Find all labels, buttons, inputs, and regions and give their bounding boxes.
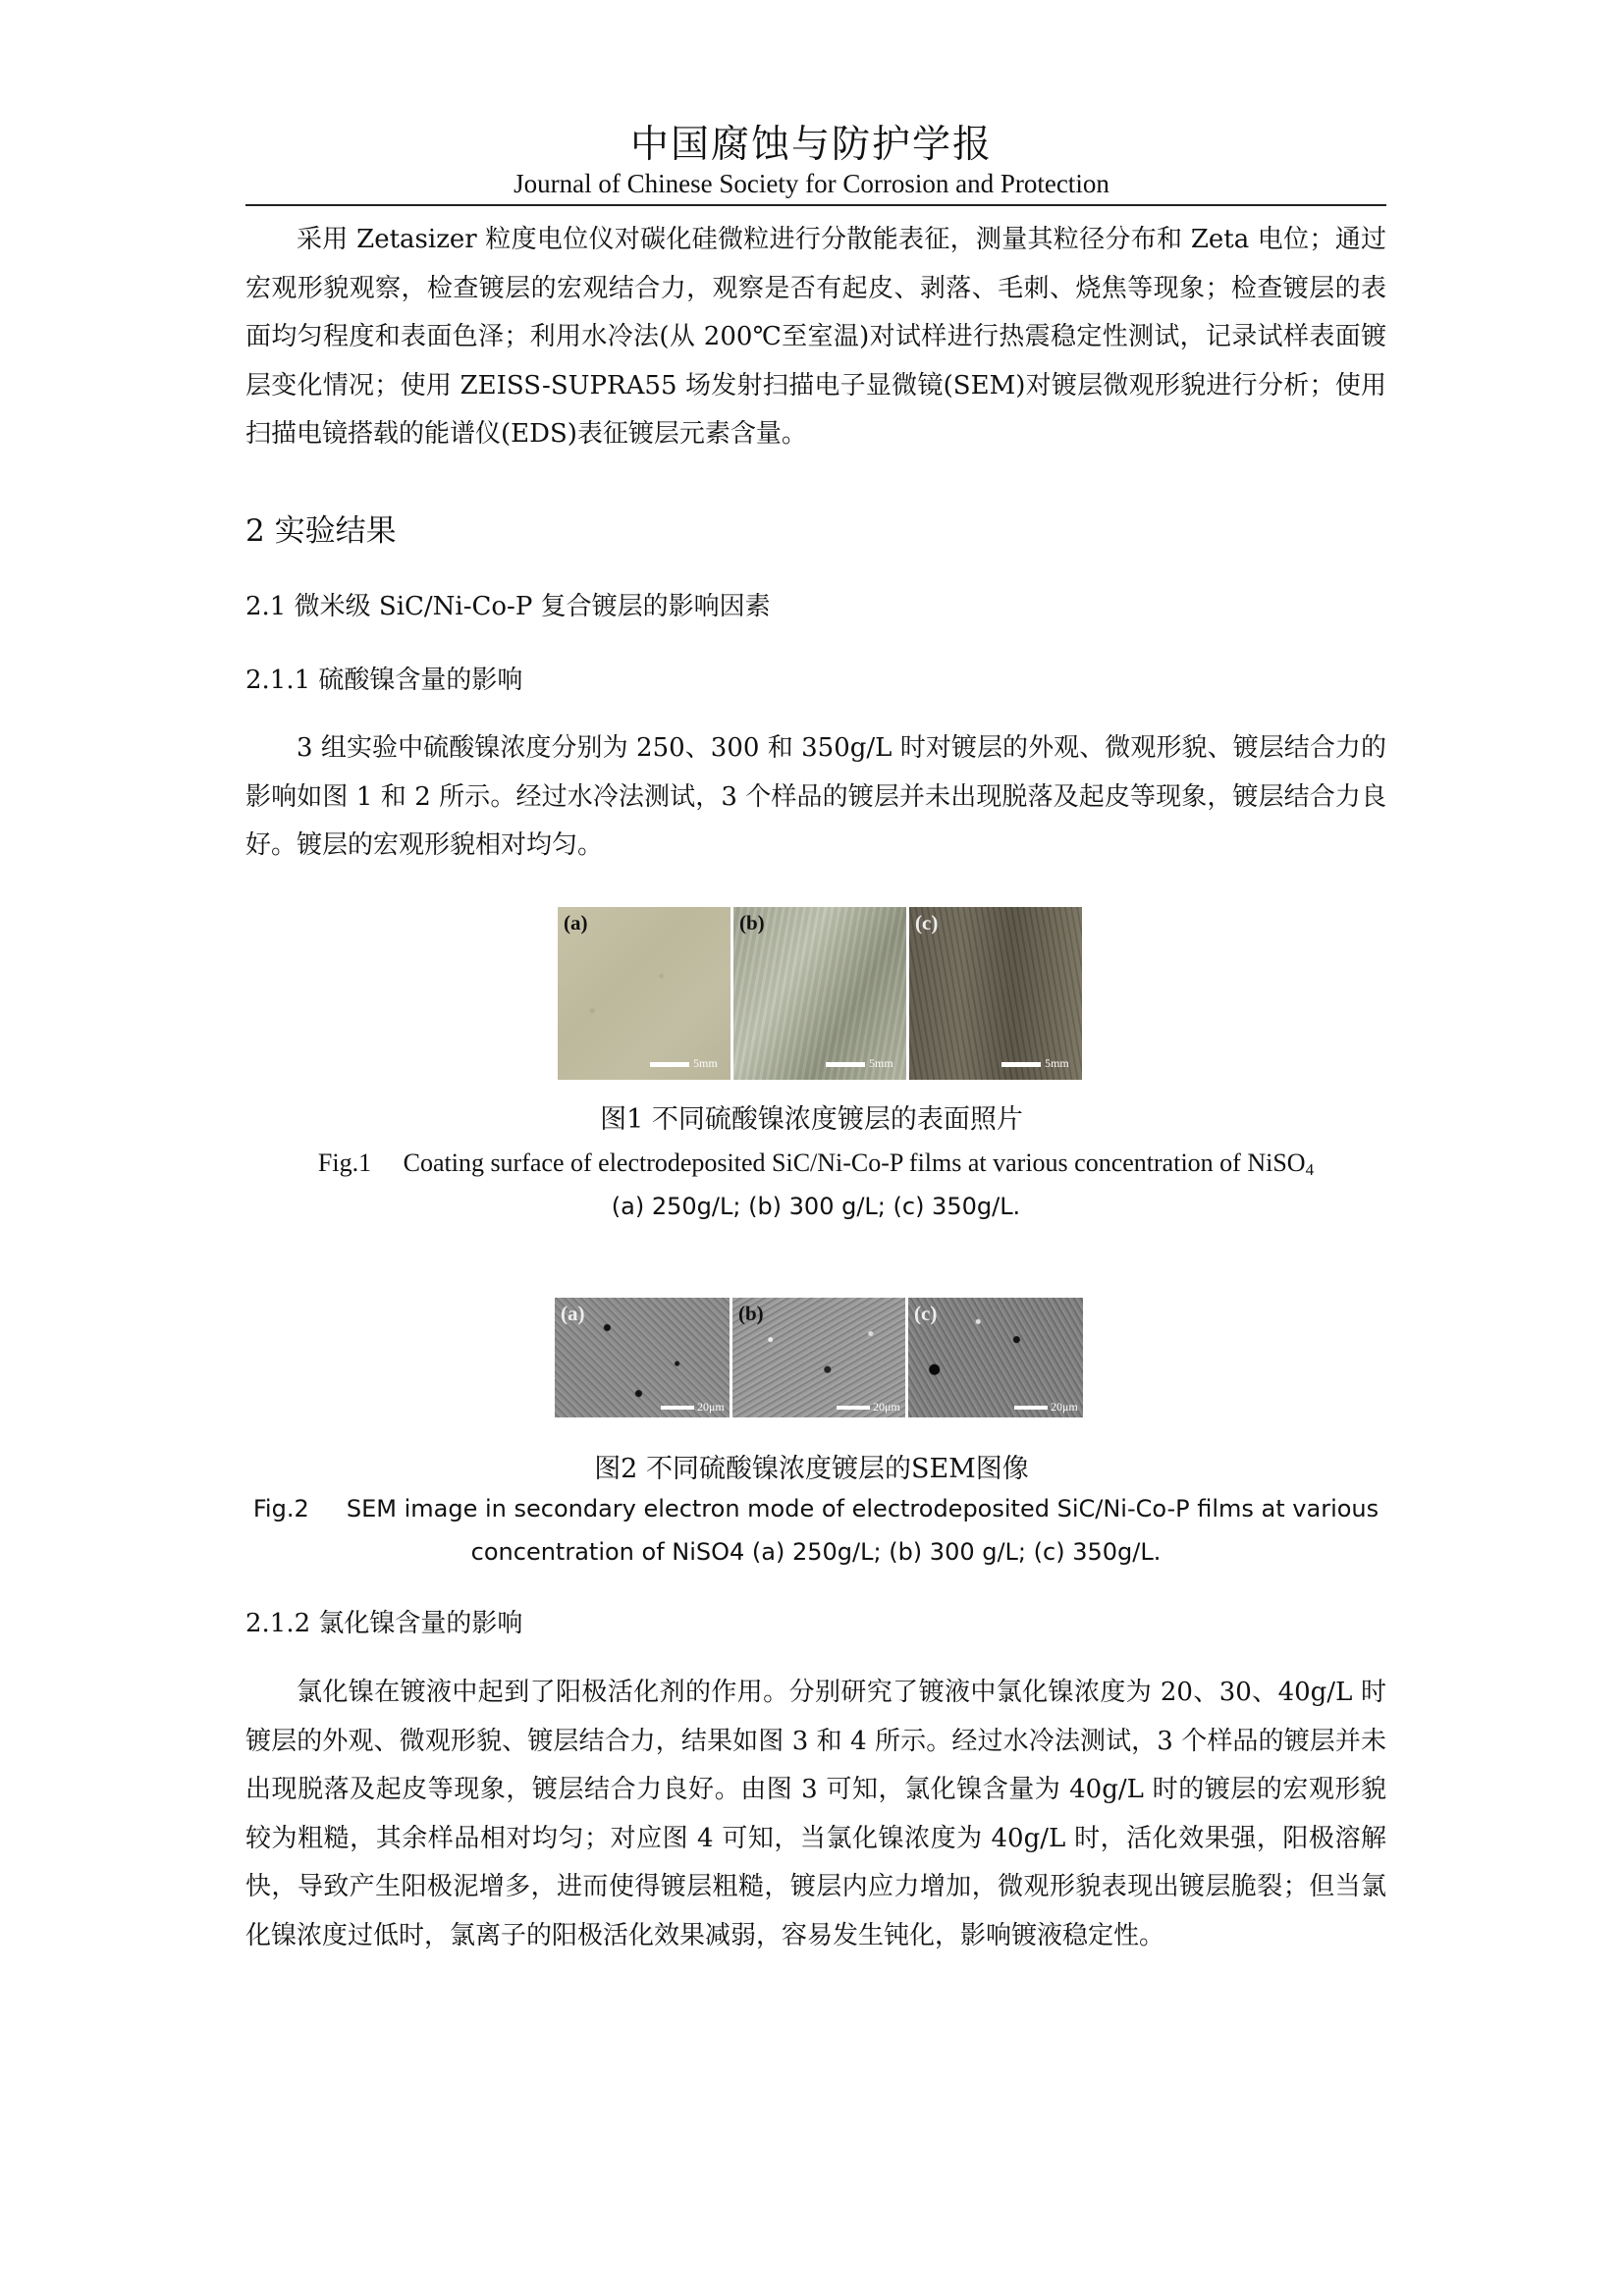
- panel-label: (c): [915, 911, 939, 934]
- section-heading-2-1-1: 2.1.1 硫酸镍含量的影响: [245, 666, 523, 695]
- panel-label: (a): [561, 1302, 585, 1325]
- scale-bar: [650, 1062, 689, 1067]
- figure-2-caption-en: [245, 1488, 1386, 1529]
- figure-2-panel-b: [732, 1298, 905, 1417]
- figure-2-caption-text: SEM image in secondary electron mode of electrodeposited SiC/Ni-Co-P films at various: [346, 1495, 1380, 1522]
- figure-1-panel-c: [909, 907, 1082, 1080]
- panel-label: (b): [739, 911, 765, 934]
- figure-1-panel-b: [733, 907, 906, 1080]
- scale-label: 20μm: [697, 1400, 725, 1414]
- figure-1-caption-text: Coating surface of electrodeposited SiC/Ni-Co-P films at various concentration of NiSO: [403, 1148, 1306, 1177]
- journal-title-en: Journal of Chinese Society for Corrosion and Protection: [514, 169, 1109, 198]
- figure-1-image-row: [558, 907, 1082, 1080]
- scale-bar: [661, 1406, 694, 1410]
- scale-label: 5mm: [1045, 1056, 1069, 1070]
- figure-2-panel-c: [908, 1298, 1083, 1417]
- figure-2-caption-line2: concentration of NiSO4 (a) 250g/L; (b) 300 g/L; (c) 350g/L.: [470, 1538, 1162, 1566]
- figure-2-panel-a: [555, 1298, 730, 1417]
- scale-label: 20μm: [873, 1400, 900, 1414]
- scale-bar: [837, 1406, 870, 1410]
- figure-2-image-row: [555, 1298, 1083, 1417]
- figure-1-panel-a: [558, 907, 730, 1080]
- figure-2-number: Fig.2: [252, 1495, 309, 1522]
- paragraph-nickel-sulfate: 3 组实验中硫酸镍浓度分别为 250、300 和 350g/L 时对镀层的外观、微观形貌、镀层结合力的影响如图 1 和 2 所示。经过水冷法测试，3 个样品的镀层并未出现脱落及起皮等现象，镀层结合力良好。镀层的宏观形貌相对均匀。: [245, 733, 1386, 860]
- figure-1-caption-line2: (a) 250g/L; (b) 300 g/L; (c) 350g/L.: [611, 1193, 1021, 1220]
- figure-1-caption-en: [245, 1143, 1386, 1191]
- figure-1-subscript: 4: [1305, 1160, 1315, 1179]
- figure-1-number: Fig.1: [317, 1148, 372, 1177]
- scale-bar: [826, 1062, 865, 1067]
- scale-bar: [1001, 1062, 1041, 1067]
- section-heading-2-1-2: 2.1.2 氯化镍含量的影响: [245, 1609, 523, 1638]
- scale-label: 5mm: [693, 1056, 718, 1070]
- panel-label: (c): [914, 1302, 938, 1325]
- journal-title-cn: 中国腐蚀与防护学报: [629, 123, 993, 167]
- figure-2-caption-cn: 图2 不同硫酸镍浓度镀层的SEM图像: [594, 1454, 1029, 1484]
- scale-label: 20μm: [1051, 1400, 1078, 1414]
- header-rule: [245, 204, 1386, 206]
- paragraph-methods: 采用 Zetasizer 粒度电位仪对碳化硅微粒进行分散能表征，测量其粒径分布和 Zeta 电位；通过宏观形貌观察，检查镀层的宏观结合力，观察是否有起皮、剥落、毛刺、烧焦等现象；检查镀层的表面均匀程度和表面色泽；利用水冷法(从 200℃至室温)对试样进行热震稳定性测试，记录试样表面镀层变化情况；使用 ZEISS-SUPRA55 场发射扫描电子显微镜(SEM)对镀层微观形貌进行分析；使用扫描电镜搭载的能谱仪(EDS)表征镀层元素含量。: [245, 225, 1386, 449]
- section-heading-2-1: 2.1 微米级 SiC/Ni-Co-P 复合镀层的影响因素: [245, 592, 771, 621]
- figure-1-caption-cn: 图1 不同硫酸镍浓度镀层的表面照片: [600, 1104, 1023, 1135]
- scale-label: 5mm: [869, 1056, 893, 1070]
- paragraph-nickel-chloride: 氯化镍在镀液中起到了阳极活化剂的作用。分别研究了镀液中氯化镍浓度为 20、30、40g/L 时镀层的外观、微观形貌、镀层结合力，结果如图 3 和 4 所示。经过水冷法测试，3 个样品的镀层并未出现脱落及起皮等现象，镀层结合力良好。由图 3 可知，氯化镍含量为 40g/L 时的镀层的宏观形貌较为粗糙，其余样品相对均匀；对应图 4 可知，当氯化镍浓度为 40g/L 时，活化效果强，阳极溶解快，导致产生阳极泥增多，进而使得镀层粗糙，镀层内应力增加，微观形貌表现出镀层脆裂；但当氯化镍浓度过低时，氯离子的阳极活化效果减弱，容易发生钝化，影响镀液稳定性。: [245, 1678, 1386, 1950]
- section-heading-2: 2 实验结果: [245, 513, 397, 549]
- scale-bar: [1014, 1406, 1048, 1410]
- panel-label: (b): [738, 1302, 764, 1325]
- panel-label: (a): [564, 911, 588, 934]
